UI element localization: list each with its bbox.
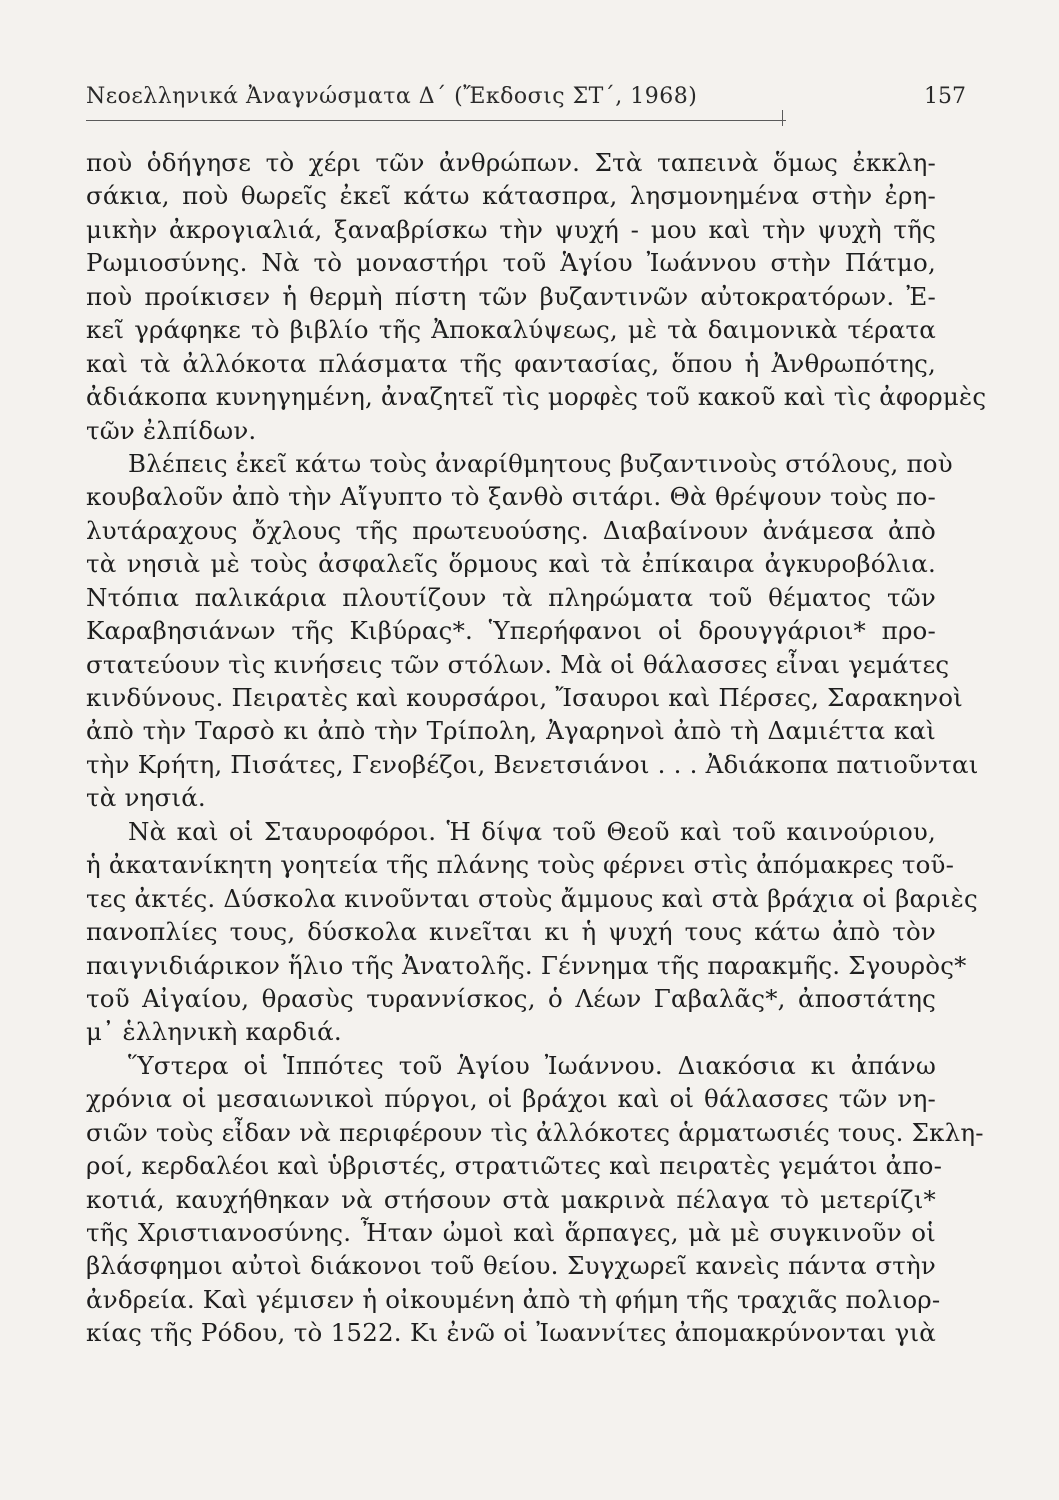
text-line: ἀνδρεία. Καὶ γέμισεν ἡ οἰκουμένη ἀπὸ τὴ φήμη τῆς τραχιᾶς πολιορ- — [86, 1284, 941, 1314]
text-line: τοῦ Αἰγαίου, θρασὺς τυραννίσκος, ὁ Λέων Γαβαλᾶς*, ἀποστάτης — [86, 983, 936, 1013]
text-line: τὴν Κρήτη, Πισάτες, Γενοβέζοι, Βενετσιάνοι . . . Ἀδιάκοπα πατιοῦνται — [86, 749, 979, 779]
text-line: τῆς Χριστιανοσύνης. Ἦταν ὠμοὶ καὶ ἅρπαγες, μὰ μὲ συγκινοῦν οἱ — [86, 1218, 936, 1247]
text-line: Βλέπεις ἐκεῖ κάτω τοὺς ἀναρίθμητους βυζαντινοὺς στόλους, ποὺ — [128, 448, 953, 478]
text-line: Καραβησιάνων τῆς Κιβύρας*. Ὑπερήφανοι οἱ δρουγγάριοι* προ- — [86, 616, 936, 646]
text-line: ροί, κερδαλέοι καὶ ὑβριστές, στρατιῶτες καὶ πειρατὲς γεμάτοι ἀπο- — [86, 1151, 943, 1181]
text-line: κεῖ γράφηκε τὸ βιβλίο τῆς Ἀποκαλύψεως, μὲ τὰ δαιμονικὰ τέρατα — [86, 315, 936, 345]
text-line: βλάσφημοι αὐτοὶ διάκονοι τοῦ θείου. Συγχωρεῖ κανεὶς πάντα στὴν — [86, 1251, 936, 1281]
running-title: Νεοελληνικά Ἀναγνώσματα Δ΄ (Ἔκδοσις ΣΤ΄, 1968) — [86, 84, 698, 109]
text-line: τὰ νησιά. — [86, 783, 206, 813]
text-line: τες ἀκτές. Δύσκολα κινοῦνται στοὺς ἄμμους καὶ στὰ βράχια οἱ βαριὲς — [86, 883, 978, 913]
text-line: ποὺ ὁδήγησε τὸ χέρι τῶν ἀνθρώπων. Στὰ ταπεινὰ ὅμως ἐκκλη- — [86, 148, 936, 177]
text-line: κινδύνους. Πειρατὲς καὶ κουρσάροι, Ἴσαυροι καὶ Πέρσες, Σαρακηνοὶ — [86, 683, 963, 712]
text-line: μικὴν ἀκρογιαλιά, ξαναβρίσκω τὴν ψυχή - μου καὶ τὴν ψυχὴ τῆς — [86, 214, 936, 244]
running-header — [86, 84, 966, 114]
text-line: πανοπλίες τους, δύσκολα κινεῖται κι ἡ ψυχή τους κάτω ἀπὸ τὸν — [86, 917, 936, 947]
text-line: στατεύουν τὶς κινήσεις τῶν στόλων. Μὰ οἱ θάλασσες εἶναι γεμάτες — [86, 649, 950, 679]
text-line: ποὺ προίκισεν ἡ θερμὴ πίστη τῶν βυζαντινῶν αὐτοκρατόρων. Ἐ- — [86, 281, 936, 311]
text-line: Νὰ καὶ οἱ Σταυροφόροι. Ἡ δίψα τοῦ Θεοῦ καὶ τοῦ καινούριου, — [128, 816, 936, 846]
body-text — [86, 146, 987, 1350]
text-line: κίας τῆς Ρόδου, τὸ 1522. Κι ἐνῶ οἱ Ἰωαννίτες ἀπομακρύνονται γιὰ — [86, 1318, 936, 1348]
text-line: χρόνια οἱ μεσαιωνικοὶ πύργοι, οἱ βράχοι καὶ οἱ θάλασσες τῶν νη- — [86, 1084, 936, 1114]
text-line: τῶν ἐλπίδων. — [86, 415, 257, 445]
text-line: κουβαλοῦν ἀπὸ τὴν Αἴγυπτο τὸ ξανθὸ σιτάρι. Θὰ θρέψουν τοὺς πο- — [86, 482, 936, 512]
text-line: ἀδιάκοπα κυνηγημένη, ἀναζητεῖ τὶς μορφὲς τοῦ κακοῦ καὶ τὶς ἀφορμὲς — [86, 382, 987, 412]
header-rule — [86, 120, 786, 121]
text-line: Ρωμιοσύνης. Νὰ τὸ μοναστήρι τοῦ Ἁγίου Ἰωάννου στὴν Πάτμο, — [86, 248, 936, 278]
text-line: λυτάραχους ὄχλους τῆς πρωτευούσης. Διαβαίνουν ἀνάμεσα ἀπὸ — [86, 515, 936, 545]
text-line: Ὕστερα οἱ Ἱππότες τοῦ Ἁγίου Ἰωάννου. Διακόσια κι ἀπάνω — [128, 1050, 936, 1080]
page-number: 157 — [924, 84, 966, 109]
text-line: ἡ ἀκατανίκητη γοητεία τῆς πλάνης τοὺς φέρνει στὶς ἀπόμακρες τοῦ- — [86, 850, 955, 880]
text-line: σάκια, ποὺ θωρεῖς ἐκεῖ κάτω κάτασπρα, λησμονημένα στὴν ἐρη- — [86, 181, 936, 211]
text-line: Ντόπια παλικάρια πλουτίζουν τὰ πληρώματα τοῦ θέματος τῶν — [86, 582, 936, 612]
header-rule-tick — [782, 110, 783, 126]
text-line: σιῶν τοὺς εἶδαν νὰ περιφέρουν τὶς ἀλλόκοτες ἁρματωσιές τους. Σκλη- — [86, 1117, 984, 1147]
text-line: ἀπὸ τὴν Ταρσὸ κι ἀπὸ τὴν Τρίπολη, Ἀγαρηνοὶ ἀπὸ τὴ Δαμιέττα καὶ — [86, 716, 936, 746]
text-line: τὰ νησιὰ μὲ τοὺς ἀσφαλεῖς ὅρμους καὶ τὰ ἐπίκαιρα ἀγκυροβόλια. — [86, 549, 936, 579]
text-line: μ᾿ ἑλληνικὴ καρδιά. — [86, 1017, 342, 1047]
text-line: παιγνιδιάρικον ἥλιο τῆς Ἀνατολῆς. Γέννημα τῆς παρακμῆς. Σγουρὸς* — [86, 950, 967, 980]
text-line: καὶ τὰ ἀλλόκοτα πλάσματα τῆς φαντασίας, ὅπου ἡ Ἀνθρωπότης, — [86, 348, 936, 378]
text-line: κοτιά, καυχήθηκαν νὰ στήσουν στὰ μακρινὰ πέλαγα τὸ μετερίζι* — [86, 1184, 936, 1214]
